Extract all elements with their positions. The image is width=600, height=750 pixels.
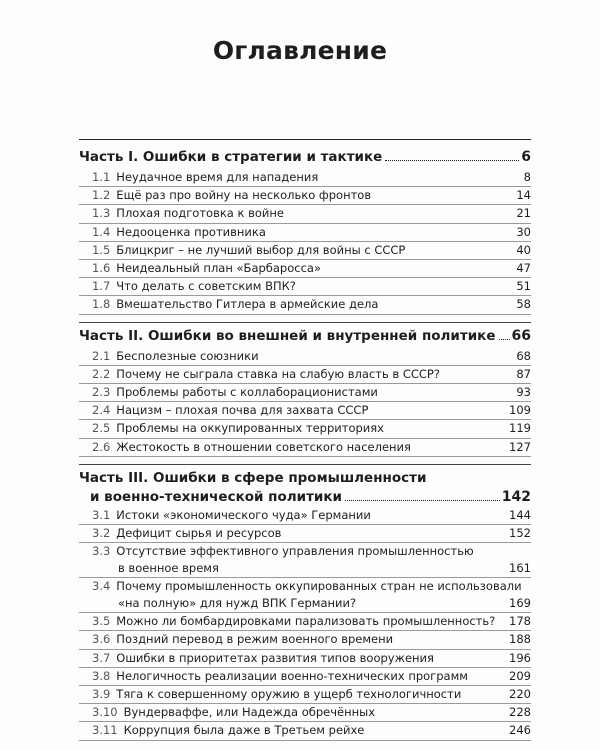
entry-title: Отсутствие эффективного управления промышленностью <box>116 544 474 559</box>
toc-entry[interactable] <box>79 260 531 278</box>
entry-title: Что делать с советским ВПК? <box>116 279 296 294</box>
part-page: 142 <box>501 488 531 505</box>
entry-page: 144 <box>509 507 531 522</box>
toc-entry[interactable] <box>79 348 531 366</box>
entry-number: 2.3 <box>92 385 111 400</box>
entry-page: 30 <box>516 224 531 239</box>
entry-title: Бесполезные союзники <box>116 348 259 363</box>
entry-number: 3.5 <box>92 614 111 629</box>
toc-entry[interactable] <box>79 722 531 740</box>
toc-entry[interactable] <box>79 650 531 668</box>
entry-number: 3.4 <box>92 579 111 594</box>
entry-page: 178 <box>509 614 531 629</box>
part-title-line-2: и военно-технической политики <box>90 488 343 505</box>
part-heading[interactable] <box>79 148 531 167</box>
toc-entry[interactable] <box>79 402 531 420</box>
entry-number: 3.3 <box>92 544 111 559</box>
entry-page: 209 <box>509 668 531 683</box>
entry-title: Почему промышленность оккупированных стран не использовали <box>116 579 522 594</box>
entry-number: 3.7 <box>92 650 111 665</box>
toc-entry[interactable] <box>79 366 531 384</box>
entry-title: Ещё раз про войну на несколько фронтов <box>116 188 372 203</box>
part-heading[interactable] <box>79 327 531 346</box>
toc-entry[interactable] <box>79 668 531 686</box>
toc-top-rule <box>79 139 531 140</box>
entry-page: 21 <box>516 206 531 221</box>
entry-number: 1.3 <box>92 206 111 221</box>
toc-entry[interactable] <box>79 169 531 187</box>
part-1 <box>79 148 531 315</box>
entry-title: Поздний перевод в режим военного времени <box>116 632 394 647</box>
table-of-contents <box>79 148 531 741</box>
toc-entry[interactable] <box>79 686 531 704</box>
entry-page: 188 <box>509 632 531 647</box>
entry-title-continued: в военное время <box>118 561 219 576</box>
entry-title: Вундерваффе, или Надежда обречённых <box>123 705 376 720</box>
entry-title: Недооценка противника <box>116 224 266 239</box>
part-heading[interactable] <box>79 469 531 507</box>
entry-page: 40 <box>516 242 531 257</box>
entry-title: Можно ли бомбардировками парализовать промышленность? <box>116 614 496 629</box>
dot-leader <box>385 160 519 161</box>
entry-page: 220 <box>509 687 531 702</box>
entry-number: 1.5 <box>92 242 111 257</box>
entry-title: Коррупция была даже в Третьем рейхе <box>123 723 365 738</box>
part-page: 6 <box>521 149 531 165</box>
entry-number: 1.4 <box>92 224 111 239</box>
entry-page: 14 <box>516 188 531 203</box>
entry-page: 161 <box>509 561 531 576</box>
entry-number: 2.5 <box>92 421 111 436</box>
toc-entry[interactable] <box>79 187 531 205</box>
toc-entry[interactable] <box>79 631 531 649</box>
entry-page: 8 <box>523 170 531 184</box>
entry-number: 3.6 <box>92 632 111 647</box>
part-page: 66 <box>511 327 531 344</box>
entry-title: Жестокость в отношении советского населения <box>116 439 411 454</box>
toc-entry[interactable] <box>79 704 531 722</box>
entry-title-continued: «на полную» для нужд ВПК Германии? <box>118 596 357 611</box>
entry-page: 109 <box>509 403 531 418</box>
page-title: Оглавление <box>212 36 388 65</box>
entry-number: 1.2 <box>92 188 111 203</box>
entry-number: 1.6 <box>92 261 111 276</box>
toc-entry[interactable] <box>79 296 531 314</box>
entry-page: 152 <box>509 526 531 541</box>
entry-number: 3.1 <box>92 507 111 522</box>
entry-number: 3.11 <box>92 723 118 738</box>
entry-title: Проблемы работы с коллаборационистами <box>116 385 378 400</box>
part-title-line-1: Часть III. Ошибки в сфере промышленности <box>79 469 427 486</box>
toc-entry[interactable] <box>79 420 531 438</box>
entry-number: 2.4 <box>92 403 111 418</box>
part-3 <box>79 464 531 741</box>
entry-title: Почему не сыграла ставка на слабую власть в СССР? <box>116 366 440 381</box>
toc-entry[interactable] <box>79 278 531 296</box>
entry-page: 93 <box>516 385 531 400</box>
toc-entry[interactable] <box>79 384 531 402</box>
toc-entry[interactable] <box>79 205 531 223</box>
entry-title: Блицкриг – не лучший выбор для войны с СССР <box>116 242 406 257</box>
entry-page: 119 <box>509 421 531 436</box>
toc-entry[interactable] <box>79 242 531 260</box>
entry-page: 68 <box>516 348 531 363</box>
entry-title: Дефицит сырья и ресурсов <box>116 526 282 541</box>
entry-number: 1.8 <box>92 297 111 312</box>
toc-entry[interactable] <box>79 613 531 631</box>
entry-number: 2.1 <box>92 348 111 363</box>
entry-title: Проблемы на оккупированных территориях <box>116 421 384 436</box>
entry-title: Вмешательство Гитлера в армейские дела <box>116 297 379 312</box>
toc-entry[interactable] <box>79 525 531 543</box>
part-title: Часть I. Ошибки в стратегии и тактике <box>79 149 383 165</box>
toc-entry[interactable] <box>79 543 531 578</box>
entry-number: 3.9 <box>92 687 111 702</box>
entry-page: 169 <box>509 596 531 611</box>
toc-entry[interactable] <box>79 578 531 613</box>
entry-number: 1.7 <box>92 279 111 294</box>
toc-entry[interactable] <box>79 507 531 525</box>
entry-title: Неидеальный план «Барбаросса» <box>116 261 321 276</box>
entry-page: 246 <box>509 723 531 738</box>
entry-number: 2.2 <box>92 366 111 381</box>
entry-page: 127 <box>509 439 531 454</box>
dot-leader <box>499 339 510 340</box>
entry-title: Нацизм – плохая почва для захвата СССР <box>116 403 369 418</box>
entry-title: Тяга к совершенному оружию в ущерб технологичности <box>116 687 462 702</box>
entry-title: Нелогичность реализации военно-технических программ <box>116 668 468 683</box>
entry-page: 51 <box>516 279 531 294</box>
toc-entry[interactable] <box>79 439 531 457</box>
entry-number: 3.8 <box>92 668 111 683</box>
toc-entry[interactable] <box>79 224 531 242</box>
entry-title: Ошибки в приоритетах развития типов вооружения <box>116 650 434 665</box>
entry-title: Неудачное время для нападения <box>116 170 319 184</box>
entry-number: 1.1 <box>92 170 111 184</box>
dot-leader <box>345 500 500 501</box>
entry-number: 3.2 <box>92 526 111 541</box>
entry-page: 228 <box>509 705 531 720</box>
entry-number: 2.6 <box>92 439 111 454</box>
entry-page: 58 <box>516 297 531 312</box>
part-2 <box>79 322 531 457</box>
entry-title: Истоки «экономического чуда» Германии <box>116 507 371 522</box>
entry-page: 87 <box>516 366 531 381</box>
entry-page: 196 <box>509 650 531 665</box>
entry-number: 3.10 <box>92 705 118 720</box>
entry-page: 47 <box>516 261 531 276</box>
entry-title: Плохая подготовка к войне <box>116 206 284 221</box>
part-title: Часть II. Ошибки во внешней и внутренней политике <box>79 327 496 344</box>
